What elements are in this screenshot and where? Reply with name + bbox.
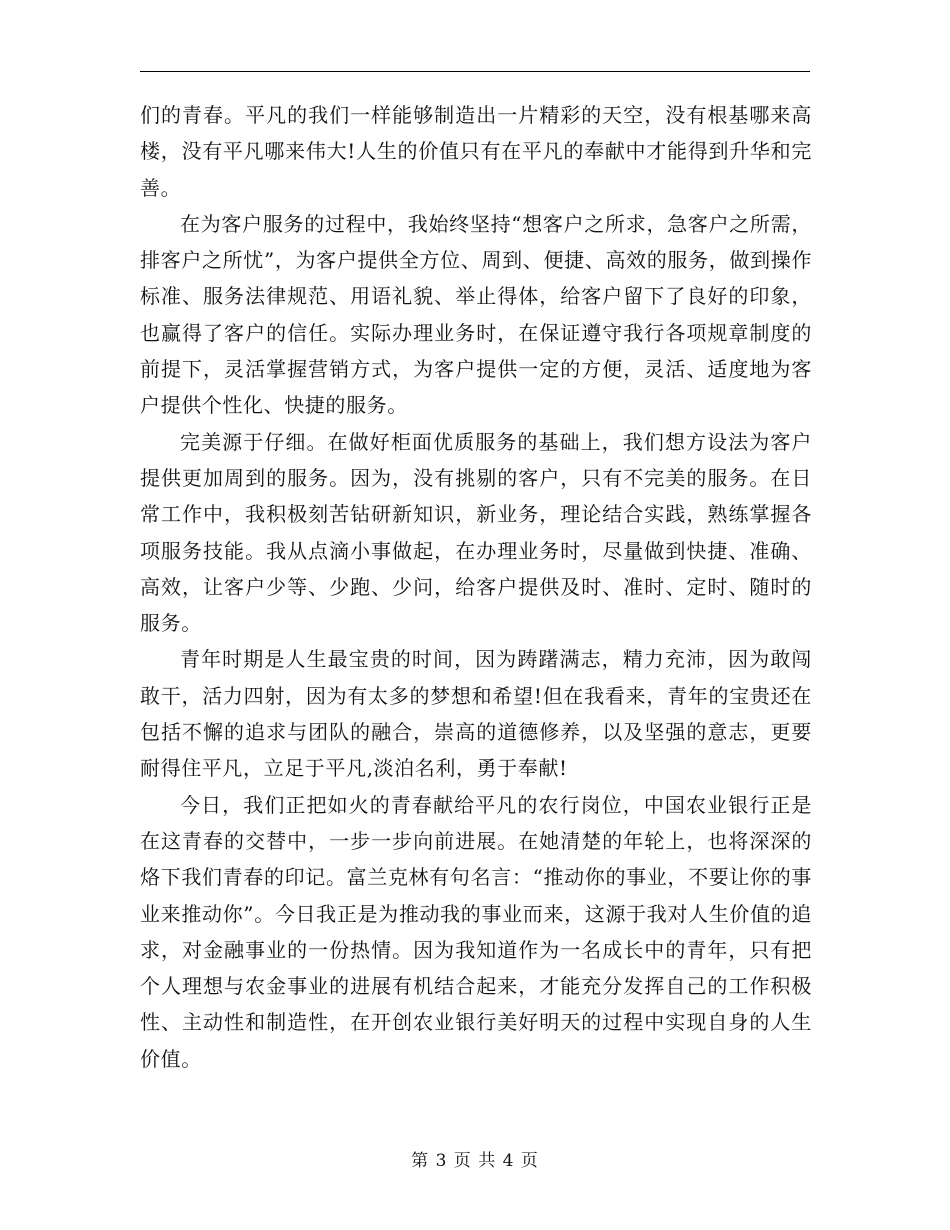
page-footer [0,1146,950,1171]
body-text [140,97,812,1077]
paragraph-1: 们的青春。平凡的我们一样能够制造出一片精彩的天空，没有根基哪来高楼，没有平凡哪来伟大!人生的价值只有在平凡的奉献中才能得到升华和完善。 [140,103,812,200]
paragraph-4: 青年时期是人生最宝贵的时间，因为踌躇满志，精力充沛，因为敢闯敢干，活力四射，因为有太多的梦想和希望!但在我看来，青年的宝贵还在包括不懈的追求与团队的融合，崇高的道德修养，以及坚强的意志，更要耐得住平凡，立足于平凡,淡泊名利，勇于奉献! [140,647,812,781]
page-number-label: 第 3 页 共 4 页 [411,1151,539,1171]
paragraph-2: 在为客户服务的过程中，我始终坚持“想客户之所求，急客户之所需，排客户之所忧”，为客户提供全方位、周到、便捷、高效的服务，做到操作标准、服务法律规范、用语礼貌、举止得体，给客户留下了良好的印象，也赢得了客户的信任。实际办理业务时，在保证遵守我行各项规章制度的前提下，灵活掌握营销方式，为客户提供一定的方便，灵活、适度地为客户提供个性化、快捷的服务。 [140,211,812,418]
paragraph-5: 今日，我们正把如火的青春献给平凡的农行岗位，中国农业银行正是在这青春的交替中，一步一步向前进展。在她清楚的年轮上，也将深深的烙下我们青春的印记。富兰克林有句名言：“推动你的事业，不要让你的事业来推动你”。今日我正是为推动我的事业而来，这源于我对人生价值的追求，对金融事业的一份热情。因为我知道作为一名成长中的青年，只有把个人理想与农金事业的进展有机结合起来，才能充分发挥自己的工作积极性、主动性和制造性，在开创农业银行美好明天的过程中实现自身的人生价值。 [140,792,812,1071]
paragraph-3: 完美源于仔细。在做好柜面优质服务的基础上，我们想方设法为客户提供更加周到的服务。因为，没有挑剔的客户，只有不完美的服务。在日常工作中，我积极刻苦钻研新知识，新业务，理论结合实践，熟练掌握各项服务技能。我从点滴小事做起，在办理业务时，尽量做到快捷、准确、高效，让客户少等、少跑、少问，给客户提供及时、准时、定时、随时的服务。 [140,429,812,636]
header-rule [140,71,810,72]
